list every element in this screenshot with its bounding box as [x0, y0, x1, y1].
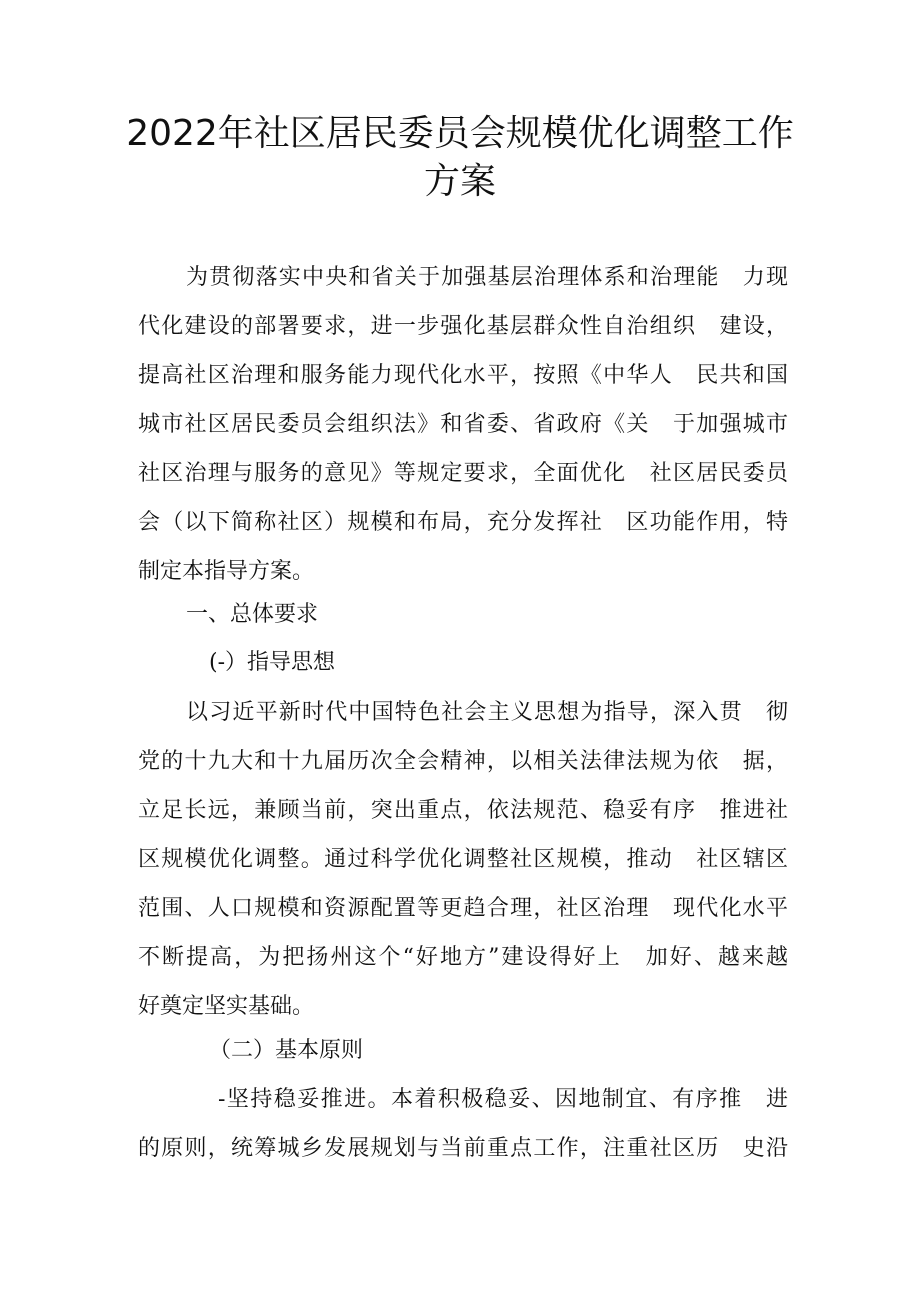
subsection-heading-basic-principles: （二）基本原则 [209, 1038, 364, 1063]
paragraph-2-line-6: 不断提高，为把扬州这个“好地方”建设得好上 加好、越来越 [138, 945, 788, 970]
paragraph-1-line-7: 制定本指导方案。 [138, 559, 315, 584]
paragraph-1-line-6: 会（以下简称社区）规模和布局，充分发挥社 区功能作用，特 [138, 510, 788, 535]
paragraph-2-line-1: 以习近平新时代中国特色社会主义思想为指导，深入贯 彻 [186, 700, 788, 725]
paragraph-1-line-4: 城市社区居民委员会组织法》和省委、省政府《关 于加强城市 [138, 412, 788, 437]
paragraph-3-line-2: 的原则，统筹城乡发展规划与当前重点工作，注重社区历 史沿 [138, 1136, 788, 1161]
paragraph-2-line-5: 范围、人口规模和资源配置等更趋合理，社区治理 现代化水平 [138, 896, 788, 921]
paragraph-2-line-2: 党的十九大和十九届历次全会精神，以相关法律法规为依 据， [138, 749, 788, 774]
paragraph-2-line-3: 立足长远，兼顾当前，突出重点，依法规范、稳妥有序 推进社 [138, 798, 788, 823]
document-title-line-2: 方案 [423, 161, 496, 202]
section-heading-overall-requirements: 一、总体要求 [186, 602, 319, 627]
subsection-heading-guiding-ideology: (-）指导思想 [209, 650, 336, 675]
paragraph-1-line-1: 为贯彻落实中央和省关于加强基层治理体系和治理能 力现 [186, 265, 788, 290]
paragraph-2-line-7: 好奠定坚实基础。 [138, 994, 315, 1019]
paragraph-2-line-4: 区规模优化调整。通过科学优化调整社区规模，推动 社区辖区 [138, 847, 788, 872]
document-title-line-1: 2022年社区居民委员会规模优化调整工作 [126, 113, 794, 154]
paragraph-1-line-5: 社区治理与服务的意见》等规定要求，全面优化 社区居民委员 [138, 461, 788, 486]
paragraph-1-line-3: 提高社区治理和服务能力现代化水平，按照《中华人 民共和国 [138, 363, 788, 388]
paragraph-3-line-1: -坚持稳妥推进。本着积极稳妥、因地制宜、有序推 进 [218, 1087, 788, 1112]
paragraph-1-line-2: 代化建设的部署要求，进一步强化基层群众性自治组织 建设， [138, 314, 788, 339]
